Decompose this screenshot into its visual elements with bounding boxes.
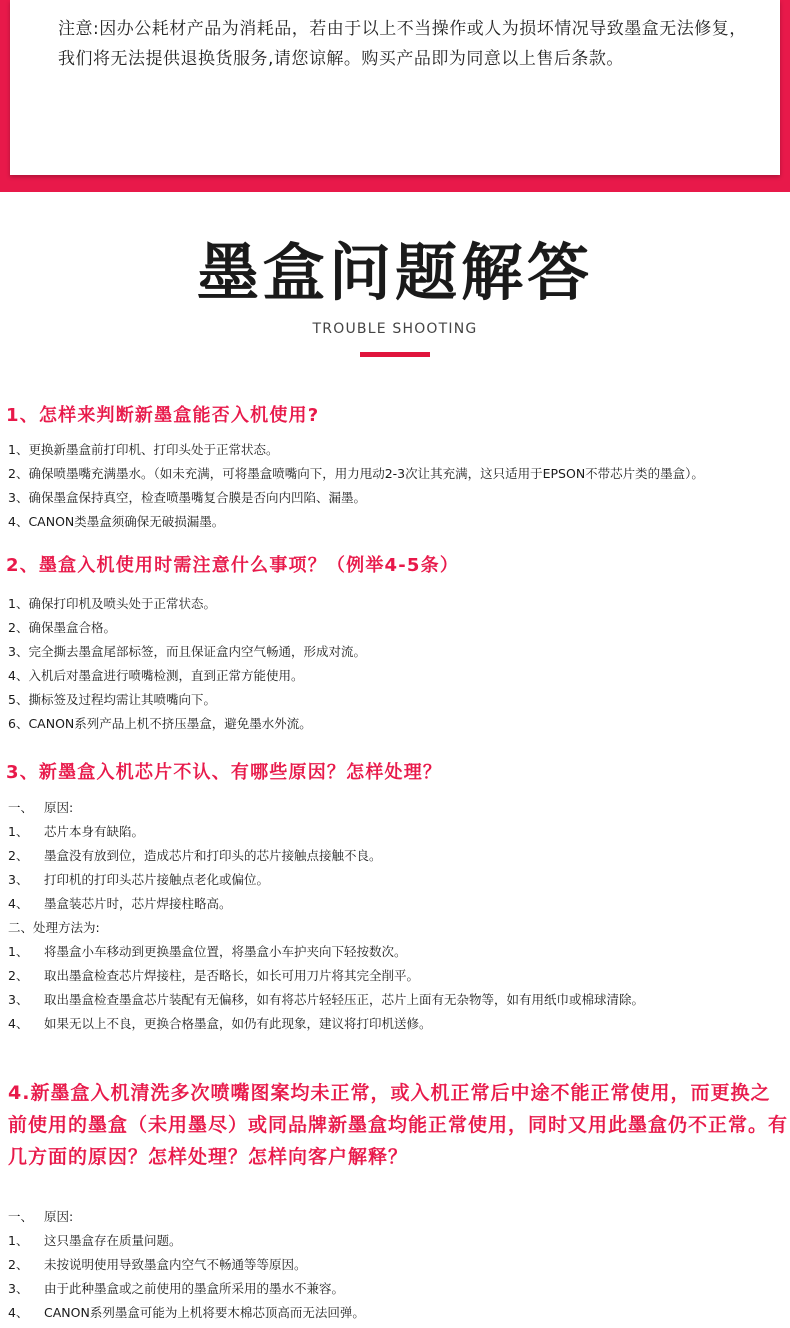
list-item: 2、 墨盒没有放到位，造成芯片和打印头的芯片接触点接触不良。 [8,848,382,863]
section-heading: 1、怎样来判断新墨盒能否入机使用? [6,405,320,426]
list-item: 一、 原因: [8,1209,74,1224]
list-item: 5、撕标签及过程均需让其喷嘴向下。 [8,692,216,707]
list-item: 4、CANON类墨盒须确保无破损漏墨。 [8,514,225,529]
title-block [0,228,790,357]
page-title: 墨盒问题解答 [196,236,593,309]
section-heading: 4.新墨盒入机清洗多次喷嘴图案均未正常，或入机正常后中途不能正常使用，而更换之前使用的墨盒（未用墨尽）或同品牌新墨盒均能正常使用，同时又用此墨盒仍不正常。有几方面的原因？怎样处理？怎样向客户解释？ [8,1082,789,1168]
list-item: 3、完全撕去墨盒尾部标签，而且保证盒内空气畅通，形成对流。 [8,644,366,659]
list-item: 6、CANON系列产品上机不挤压墨盒，避免墨水外流。 [8,716,312,731]
faq-section-2 [0,553,790,736]
list-item: 1、更换新墨盒前打印机、打印头处于正常状态。 [8,442,279,457]
list-item: 3、 打印机的打印头芯片接触点老化或偏位。 [8,872,270,887]
faq-section-4 [0,1077,790,1325]
list-item: 4、 如果无以上不良，更换合格墨盒，如仍有此现象，建议将打印机送修。 [8,1016,432,1031]
list-item: 一、 原因: [8,800,74,815]
section-heading: 2、墨盒入机使用时需注意什么事项？（例举4-5条） [6,555,460,576]
list-item: 3、 取出墨盒检查墨盒芯片装配有无偏移，如有将芯片轻轻压正，芯片上面有无杂物等，如有用纸巾或棉球清除。 [8,992,645,1007]
notice-text: 注意:因办公耗材产品为消耗品，若由于以上不当操作或人为损坏情况导致墨盒无法修复，我们将无法提供退换货服务,请您谅解。购买产品即为同意以上售后条款。 [58,19,747,69]
list-item: 2、确保喷墨嘴充满墨水。（如未充满，可将墨盒喷嘴向下，用力甩动2-3次让其充满，这只适用于EPSON不带芯片类的墨盒）。 [8,466,704,481]
list-item: 4、 CANON系列墨盒可能为上机将要木棉芯顶高而无法回弹。 [8,1305,365,1320]
title-accent-bar [360,352,430,357]
list-item: 二、处理方法为: [8,920,100,935]
list-item: 1、 芯片本身有缺陷。 [8,824,145,839]
notice-banner [0,0,790,192]
list-item: 3、 由于此种墨盒或之前使用的墨盒所采用的墨水不兼容。 [8,1281,345,1296]
list-item: 1、 将墨盒小车移动到更换墨盒位置，将墨盒小车护夹向下轻按数次。 [8,944,407,959]
list-item: 3、确保墨盒保持真空，检查喷墨嘴复合膜是否向内凹陷、漏墨。 [8,490,366,505]
list-item: 4、 墨盒装芯片时，芯片焊接柱略高。 [8,896,232,911]
list-item: 2、 未按说明使用导致墨盒内空气不畅通等等原因。 [8,1257,307,1272]
faq-section-1 [0,403,790,534]
list-item: 1、确保打印机及喷头处于正常状态。 [8,596,216,611]
list-item: 1、 这只墨盒存在质量问题。 [8,1233,182,1248]
list-item: 2、确保墨盒合格。 [8,620,116,635]
page-subtitle: TROUBLE SHOOTING [312,321,478,337]
section-heading: 3、新墨盒入机芯片不认、有哪些原因？怎样处理？ [6,762,443,783]
list-item: 2、 取出墨盒检查芯片焊接柱，是否略长，如长可用刀片将其完全削平。 [8,968,420,983]
notice-card [10,0,780,175]
list-item: 4、入机后对墨盒进行喷嘴检测，直到正常方能使用。 [8,668,304,683]
faq-section-3 [0,760,790,1036]
